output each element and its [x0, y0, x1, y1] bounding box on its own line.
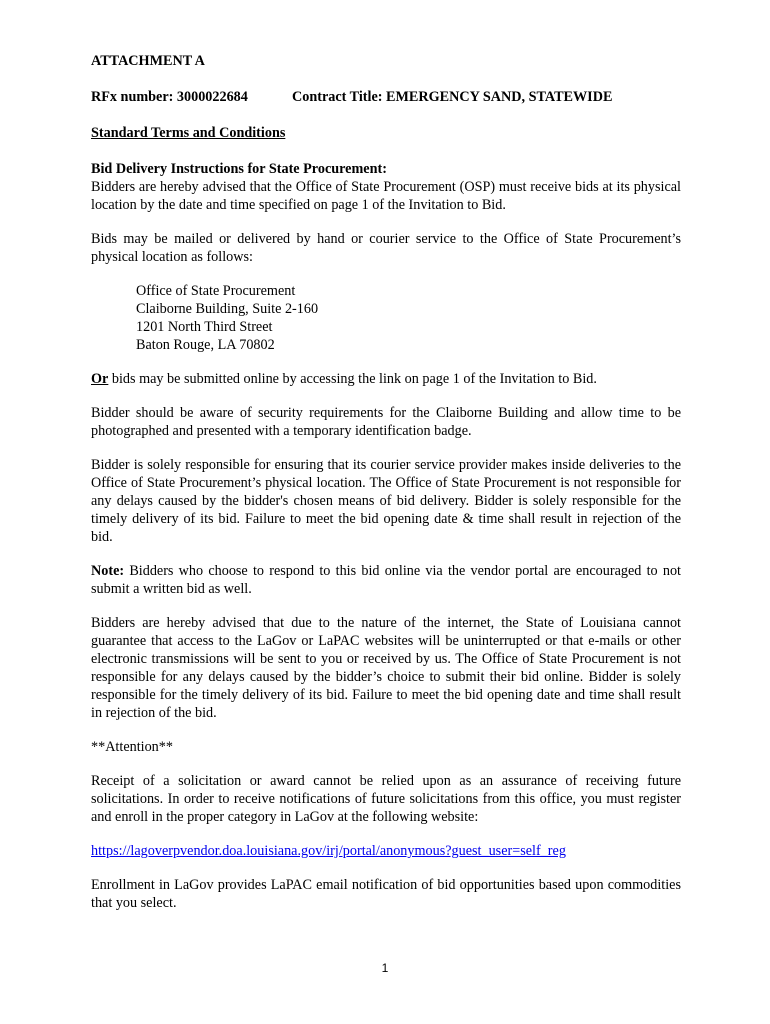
section-title: Standard Terms and Conditions — [91, 125, 286, 141]
contract-title: Contract Title: EMERGENCY SAND, STATEWIDE — [292, 89, 613, 105]
rfx-row — [91, 88, 681, 106]
online-paragraph — [91, 370, 681, 388]
address-block — [136, 282, 681, 354]
document-page — [91, 52, 681, 928]
page-number: 1 — [381, 961, 389, 975]
delivery-intro: Bidders are hereby advised that the Office of State Procurement (OSP) must receive bids at its physical location by the date and time specified on page 1 of the Invitation to Bid. — [91, 179, 681, 213]
note-label: Note: — [91, 563, 125, 579]
delivery-heading: Bid Delivery Instructions for State Procurement: — [91, 161, 387, 177]
attachment-heading: ATTACHMENT A — [91, 53, 205, 69]
note-paragraph — [91, 562, 681, 598]
address-line-3: 1201 North Third Street — [136, 319, 273, 335]
or-label: Or — [91, 371, 109, 387]
registration-link[interactable]: https://lagoverpvendor.doa.louisiana.gov/irj/portal/anonymous?guest_user=self_reg — [91, 843, 566, 859]
rfx-number: RFx number: 3000022684 — [91, 89, 248, 105]
attention-paragraph: Receipt of a solicitation or award cannot be relied upon as an assurance of receiving future solicitations. In order to receive notifications of future solicitations from this office, you must register and enroll in the proper category in LaGov at the following website: — [91, 773, 681, 825]
attention-label: **Attention** — [91, 739, 173, 755]
registration-link-paragraph — [91, 842, 681, 860]
mail-paragraph: Bids may be mailed or delivered by hand or courier service to the Office of State Procurement’s physical location as follows: — [91, 231, 681, 265]
address-line-2: Claiborne Building, Suite 2-160 — [136, 301, 319, 317]
delivery-intro-block — [91, 160, 681, 214]
online-text: bids may be submitted online by accessing the link on page 1 of the Invitation to Bid. — [108, 371, 597, 387]
security-paragraph: Bidder should be aware of security requirements for the Claiborne Building and allow time to be photographed and presented with a temporary identification badge. — [91, 405, 681, 439]
note-text: Bidders who choose to respond to this bid online via the vendor portal are encouraged to not submit a written bid as well. — [91, 563, 681, 597]
address-line-1: Office of State Procurement — [136, 283, 296, 299]
enrollment-paragraph: Enrollment in LaGov provides LaPAC email notification of bid opportunities based upon commodities that you select. — [91, 877, 681, 911]
address-line-4: Baton Rouge, LA 70802 — [136, 337, 275, 353]
responsibility-paragraph: Bidder is solely responsible for ensuring that its courier service provider makes inside deliveries to the Office of State Procurement’s physical location. The Office of State Procurement is not responsible for any delays caused by the bidder's chosen means of bid delivery. Bidder is solely responsible for the timely delivery of its bid. Failure to meet the bid opening date & time shall result in rejection of the bid. — [91, 457, 681, 545]
internet-paragraph: Bidders are hereby advised that due to the nature of the internet, the State of Louisiana cannot guarantee that access to the LaGov or LaPAC websites will be uninterrupted or that e-mails or other electronic transmissions will be sent to you or received by us. The Office of State Procurement is not responsible for any delays caused by the bidder’s choice to submit their bid online. Bidder is solely responsible for the timely delivery of its bid. Failure to meet the bid opening date and time shall result in rejection of the bid. — [91, 615, 681, 721]
